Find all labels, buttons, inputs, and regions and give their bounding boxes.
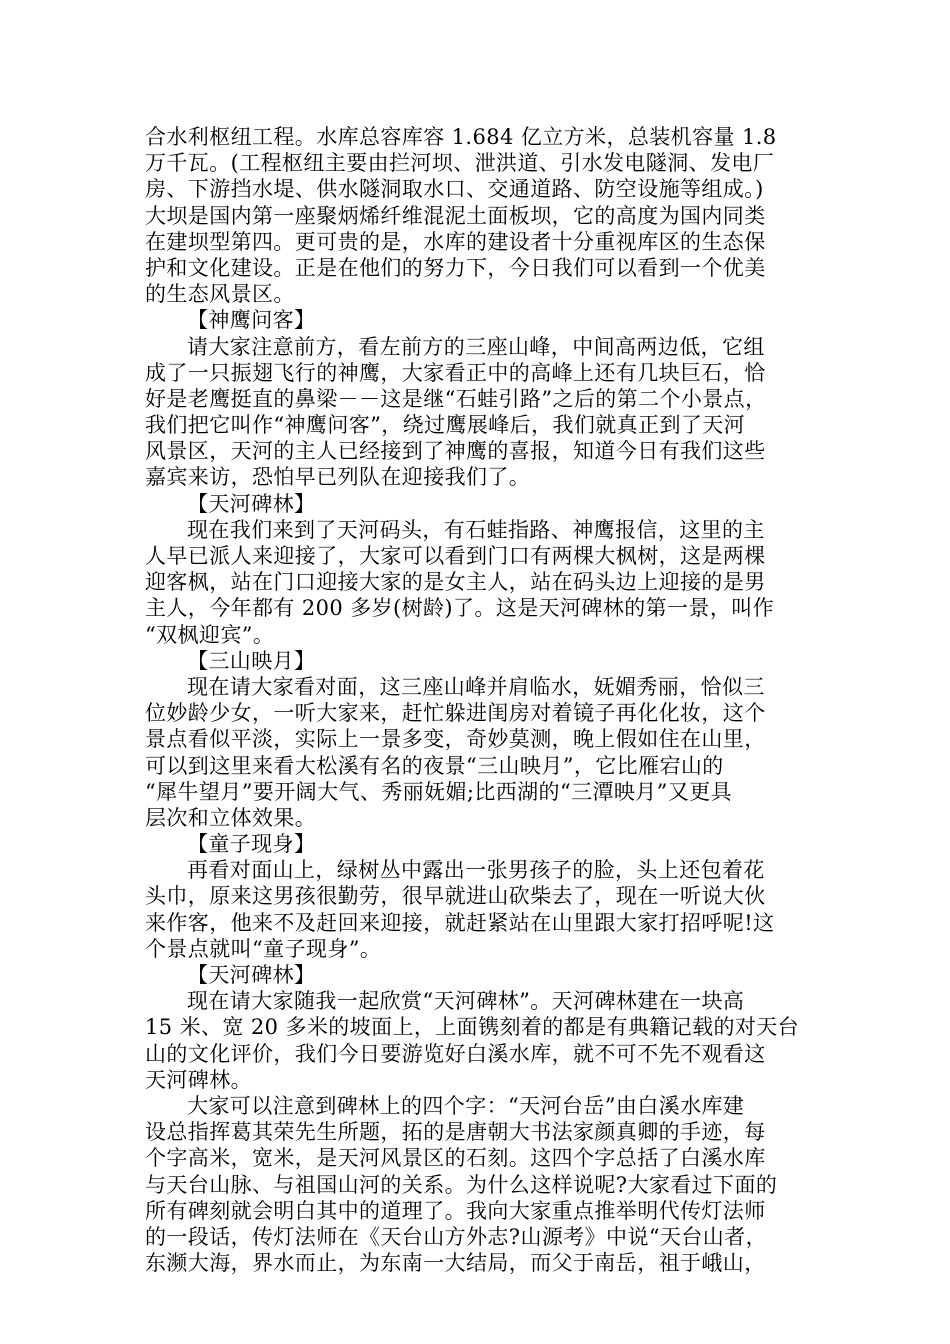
section-heading: 【天河碑林】 <box>187 491 316 516</box>
text-line: 成了一只振翅飞行的神鹰，大家看正中的高峰上还有几块巨石，恰 <box>145 360 766 385</box>
text-line: 好是老鹰挺直的鼻梁－－这是继“石蛙引路”之后的第二个小景点， <box>145 386 767 411</box>
text-line: 个字高米，宽米，是天河风景区的石刻。这四个字总括了白溪水库 <box>145 1146 766 1171</box>
text-line: 迎客枫，站在门口迎接大家的是女主人，站在码头边上迎接的是男 <box>145 570 766 595</box>
section-heading: 【神鹰问客】 <box>187 308 316 333</box>
text-line: 山的文化评价，我们今日要游览好白溪水库，就不可不先不观看这 <box>145 1041 766 1066</box>
text-line: 嘉宾来访，恐怕早已列队在迎接我们了。 <box>145 465 531 490</box>
text-line: 房、下游挡水堤、供水隧洞取水口、交通道路、防空设施等组成。) <box>145 177 764 202</box>
paragraph-start-line: 现在我们来到了天河码头，有石蛙指路、神鹰报信，这里的主 <box>187 517 765 542</box>
text-line: 的生态风景区。 <box>145 282 295 307</box>
text-line: 的一段话，传灯法师在《天台山方外志?山源考》中说“天台山者， <box>145 1224 767 1249</box>
text-line: 大坝是国内第一座聚炳烯纤维混泥土面板坝，它的高度为国内同类 <box>145 203 766 228</box>
text-line: 可以到这里来看大松溪有名的夜景“三山映月”，它比雁宕山的 <box>145 753 724 778</box>
document-body <box>145 124 821 1276</box>
text-line: 东濒大海，界水而止，为东南一大结局，而父于南岳，祖于峨山， <box>145 1251 766 1276</box>
text-line: 护和文化建设。正是在他们的努力下，今日我们可以看到一个优美 <box>145 255 766 280</box>
paragraph-start-line: 请大家注意前方，看左前方的三座山峰，中间高两边低，它组 <box>187 334 765 359</box>
paragraph-start-line: 再看对面山上，绿树丛中露出一张男孩子的脸，头上还包着花 <box>187 858 765 883</box>
text-line: 与天台山脉、与祖国山河的关系。为什么这样说呢?大家看过下面的 <box>145 1172 778 1197</box>
text-line: 主人，今年都有 200 多岁(树龄)了。这是天河碑林的第一景，叫作 <box>145 596 775 621</box>
text-line: “犀牛望月”要开阔大气、秀丽妩媚;比西湖的“三潭映月”又更具 <box>145 779 733 804</box>
paragraph-start-line: 大家可以注意到碑林上的四个字：“天河台岳”由白溪水库建 <box>187 1093 745 1118</box>
text-line: 风景区，天河的主人已经接到了神鹰的喜报，知道今日有我们这些 <box>145 439 766 464</box>
text-line: 我们把它叫作“神鹰问客”，绕过鹰展峰后，我们就真正到了天河 <box>145 413 746 438</box>
text-line: 设总指挥葛其荣先生所题，拓的是唐朝大书法家颜真卿的手迹，每 <box>145 1120 766 1145</box>
text-line: 层次和立体效果。 <box>145 805 317 830</box>
text-line: 人早已派人来迎接了，大家可以看到门口有两棵大枫树，这是两棵 <box>145 544 766 568</box>
text-line: 万千瓦。(工程枢纽主要由拦河坝、泄洪道、引水发电隧洞、发电厂 <box>145 151 775 176</box>
text-line: 15 米、宽 20 多米的坡面上，上面镌刻着的都是有典籍记载的对天台 <box>145 1015 800 1040</box>
text-line: “双枫迎宾”。 <box>145 622 275 647</box>
section-heading: 【三山映月】 <box>187 648 316 673</box>
text-line: 个景点就叫“童子现身”。 <box>145 936 382 961</box>
text-line: 在建坝型第四。更可贵的是，水库的建设者十分重视库区的生态保 <box>145 229 766 254</box>
text-line: 景点看似平淡，实际上一景多变，奇妙莫测，晚上假如住在山里， <box>145 727 766 752</box>
paragraph-start-line: 现在请大家随我一起欣赏“天河碑林”。天河碑林建在一块高 <box>187 989 745 1014</box>
text-line: 位妙龄少女，一听大家来，赶忙躲进闺房对着镜子再化化妆，这个 <box>145 701 766 726</box>
text-line: 天河碑林。 <box>145 1067 252 1092</box>
section-heading: 【天河碑林】 <box>187 963 316 987</box>
text-line: 头巾，原来这男孩很勤劳，很早就进山砍柴去了，现在一听说大伙 <box>145 884 766 909</box>
text-line: 所有碑刻就会明白其中的道理了。我向大家重点推举明代传灯法师 <box>145 1198 766 1223</box>
text-line: 合水利枢纽工程。水库总容库容 1.684 亿立方米，总装机容量 1.8 <box>145 125 777 149</box>
section-heading: 【童子现身】 <box>187 832 316 857</box>
text-line: 来作客，他来不及赶回来迎接，就赶紧站在山里跟大家打招呼呢!这 <box>145 910 775 935</box>
paragraph-start-line: 现在请大家看对面，这三座山峰并肩临水，妩媚秀丽，恰似三 <box>187 674 765 699</box>
